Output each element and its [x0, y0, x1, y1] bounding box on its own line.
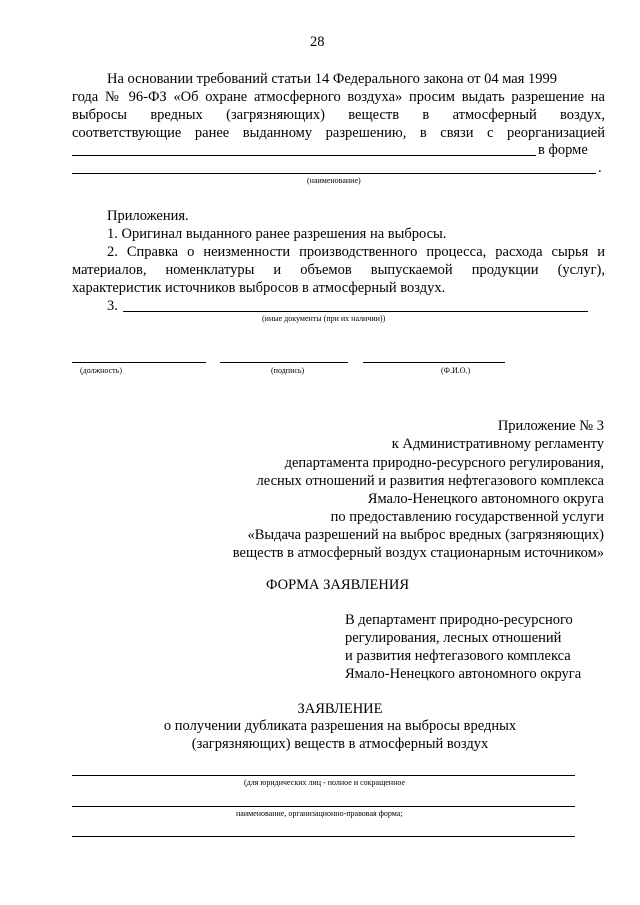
caption-other-docs: (иные документы (при их наличии)) [262, 314, 386, 323]
appendix-line-7: «Выдача разрешений на выброс вредных (загрязняющих) [247, 527, 604, 543]
application-subtitle-1: о получении дубликата разрешения на выбросы вредных [163, 718, 517, 734]
form-name-blank-line [72, 173, 596, 174]
attachment-item-2-line-2: материалов, номенклатуры и объемов выпускаемой продукции (услуг), [72, 262, 605, 278]
appendix-line-2: к Административному регламенту [391, 436, 604, 452]
addressee-line-3: и развития нефтегазового комплекса [345, 648, 571, 664]
addressee-line-1: В департамент природно-ресурсного [345, 612, 573, 628]
in-form-text: в форме [538, 142, 588, 158]
addressee-line-2: регулирования, лесных отношений [345, 630, 562, 646]
attachment-item-2-line-1: 2. Справка о неизменности производственного процесса, расхода сырья и [107, 244, 605, 260]
intro-line-4: соответствующие ранее выданному разрешению, в связи с реорганизацией [72, 125, 605, 141]
application-subtitle-2: (загрязняющих) веществ в атмосферный воздух [191, 736, 489, 752]
intro-line-3: выбросы вредных (загрязняющих) веществ в атмосферный воздух, [72, 107, 605, 123]
caption-position: (должность) [80, 366, 122, 375]
attachment-item-2-line-3: характеристик источников выбросов в атмосферный воздух. [72, 280, 446, 296]
applicant-blank-line-2 [72, 806, 575, 807]
other-docs-blank-line [123, 311, 588, 312]
application-title: ЗАЯВЛЕНИЕ [297, 701, 383, 717]
form-title: ФОРМА ЗАЯВЛЕНИЯ [266, 577, 409, 593]
appendix-line-8: веществ в атмосферный воздух стационарным источником» [232, 545, 604, 561]
attachments-heading: Приложения. [107, 208, 189, 224]
caption-signature: (подпись) [271, 366, 305, 375]
appendix-line-3: департамента природно-ресурсного регулирования, [284, 455, 604, 471]
page-number: 28 [310, 34, 325, 50]
appendix-line-6: по предоставлению государственной услуги [330, 509, 604, 525]
caption-name: (наименование) [307, 176, 361, 185]
applicant-caption-1: (для юридических лиц - полное и сокращенное [244, 778, 406, 787]
full-name-blank-line [363, 362, 505, 363]
appendix-line-4: лесных отношений и развития нефтегазового комплекса [256, 473, 604, 489]
caption-full-name: (Ф.И.О.) [441, 366, 471, 375]
addressee-line-4: Ямало-Ненецкого автономного округа [345, 666, 582, 682]
applicant-blank-line-1 [72, 775, 575, 776]
appendix-line-1: Приложение № 3 [497, 418, 604, 434]
period-mark: . [598, 160, 602, 176]
attachment-item-3-number: 3. [107, 298, 118, 314]
applicant-blank-line-3 [72, 836, 575, 837]
intro-line-1: На основании требований статьи 14 Федерального закона от 04 мая 1999 [107, 71, 558, 87]
intro-line-2: года № 96-ФЗ «Об охране атмосферного воздуха» просим выдать разрешение на [72, 89, 605, 105]
position-blank-line [72, 362, 206, 363]
org-name-blank-line [72, 155, 536, 156]
applicant-caption-2: наименование, организационно-правовая форма; [236, 809, 403, 818]
attachment-item-1: 1. Оригинал выданного ранее разрешения на выбросы. [107, 226, 447, 242]
signature-blank-line [220, 362, 348, 363]
appendix-line-5: Ямало-Ненецкого автономного округа [367, 491, 604, 507]
